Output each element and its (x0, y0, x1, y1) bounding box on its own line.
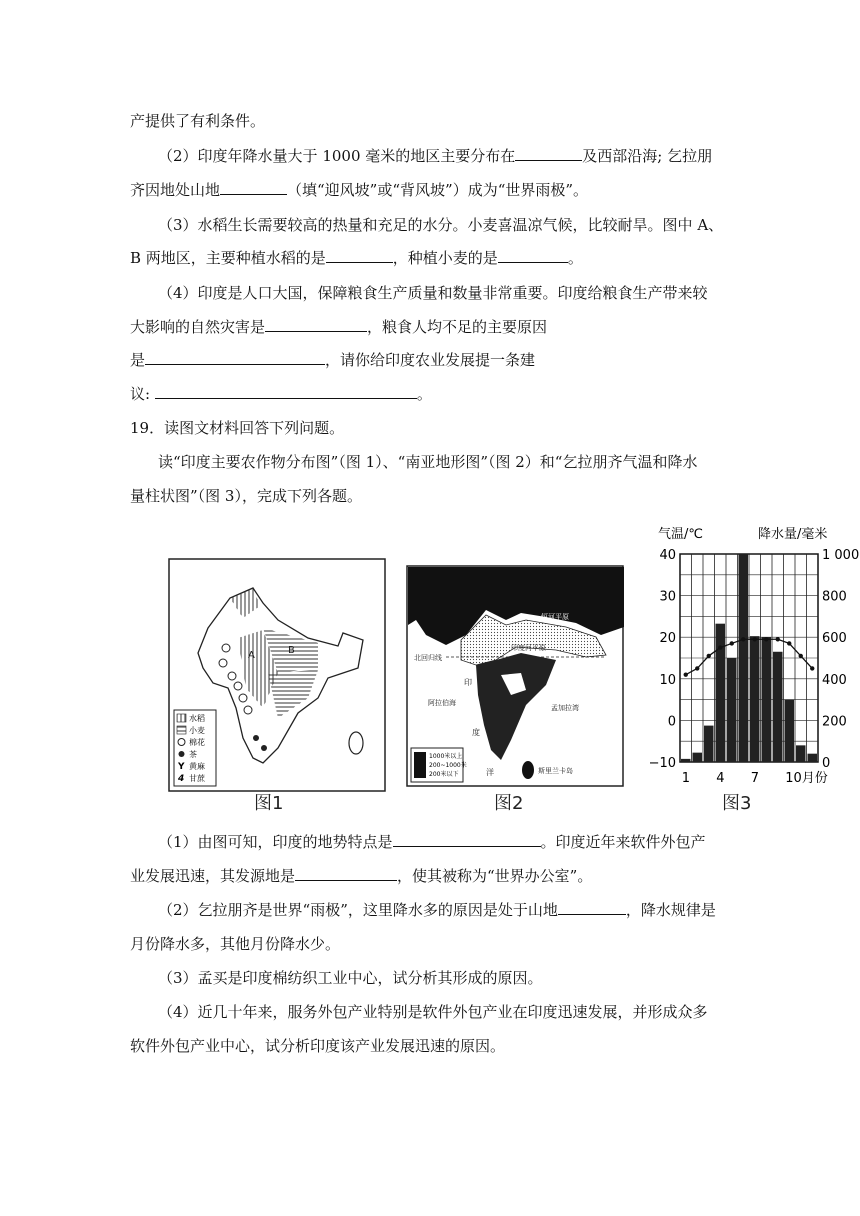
fig1-crop-map (168, 558, 386, 792)
temp-point (787, 641, 791, 645)
temp-point (707, 654, 711, 658)
right-tick-label: 200 (822, 714, 847, 730)
label-bay-of-bengal: 孟加拉湾 (551, 704, 579, 712)
label-du: 度 (472, 728, 480, 737)
fig2-legend (411, 748, 467, 782)
text: ，请你给印度农业发展提一条建 (325, 351, 536, 369)
material-intro (158, 452, 697, 472)
fig2-caption: 图2 (494, 793, 524, 814)
label-b: B (288, 645, 295, 656)
text-line-7 (130, 317, 547, 337)
answer-blank[interactable] (498, 248, 568, 263)
left-tick-label: −10 (648, 756, 676, 771)
fig1-caption: 图1 (254, 793, 284, 814)
text-line-1 (130, 111, 265, 131)
question-19-heading (130, 418, 344, 438)
text-line-5 (130, 248, 583, 268)
temp-point (753, 637, 757, 641)
text-line-8 (130, 350, 535, 370)
text: （2）乞拉朋齐是世界“雨极”，这里降水多的原因是处于山地 (158, 901, 558, 919)
text: 月份降水多，其他月份降水少。 (130, 935, 341, 953)
text: （1）由图可知，印度的地势特点是 (158, 833, 393, 851)
text: ，降水规律是 (625, 901, 716, 919)
text: ，使其被称为“世界办公室”。 (397, 867, 593, 885)
text-line-3 (130, 180, 588, 200)
legend-jute: 黄麻 (189, 762, 205, 771)
text-line-9 (130, 384, 432, 404)
text: （4）印度是人口大国，保障粮食生产质量和数量非常重要。印度给粮食生产带来较 (158, 284, 708, 302)
text-line-14 (130, 866, 592, 886)
x-tick-label: 1 (681, 771, 691, 786)
answer-blank[interactable] (326, 248, 393, 263)
left-tick-label: 20 (659, 631, 676, 647)
text: （3）水稻生长需要较高的热量和充足的水分。小麦喜温凉气候，比较耐旱。图中 A、 (158, 216, 724, 234)
text: 。 (567, 249, 583, 267)
text: 。印度近年来软件外包产 (540, 833, 706, 851)
right-tick-label: 1 000 (822, 548, 860, 563)
text: （2）印度年降水量大于 1000 毫米的地区主要分布在 (158, 147, 516, 165)
fig3-climate-chart (648, 522, 860, 790)
text: 大影响的自然灾害是 (130, 318, 266, 336)
precip-bar (773, 652, 783, 762)
text: （3）孟买是印度棉纺织工业中心，试分析其形成的原因。 (158, 969, 543, 987)
text: 产提供了有利条件。 (130, 112, 266, 130)
text-line-16 (130, 934, 340, 954)
answer-blank[interactable] (558, 900, 626, 915)
question-19-4 (158, 1002, 708, 1022)
label-yang: 洋 (486, 768, 494, 777)
question-4 (158, 283, 708, 303)
label-yin: 印 (464, 678, 472, 687)
temp-point (718, 645, 722, 649)
fig3-caption: 图3 (722, 793, 752, 814)
precip-bar (727, 658, 737, 762)
temp-point (776, 637, 780, 641)
text-line-19 (130, 1036, 505, 1056)
question-3 (158, 215, 723, 235)
answer-blank[interactable] (155, 384, 417, 399)
precip-bar (750, 636, 760, 762)
label-ganges-plain: 恒河平原 (541, 613, 569, 621)
question-19-3 (158, 968, 543, 988)
answer-blank[interactable] (145, 350, 325, 365)
text: 。 (416, 385, 432, 403)
precip-bar (739, 554, 749, 762)
question-19-2 (158, 900, 716, 920)
legend-tea: 茶 (189, 750, 197, 759)
left-tick-label: 40 (659, 548, 676, 563)
temp-point (695, 666, 699, 670)
text: 业发展迅速，其发源地是 (130, 867, 296, 885)
right-axis-title: 降水量/毫米 (758, 527, 828, 542)
temp-point (741, 637, 745, 641)
label-tropic: 北回归线 (414, 654, 442, 662)
legend-below-200: 200米以下 (429, 771, 459, 778)
text: 量柱状图”（图 3），完成下列各题。 (130, 487, 362, 505)
answer-blank[interactable] (295, 866, 397, 881)
text: 是 (130, 351, 146, 369)
legend-200-1000: 200~1000米 (429, 762, 467, 769)
legend-rice: 水稻 (189, 714, 205, 723)
text: （填“迎风坡”或“背风坡”）成为“世界雨极”。 (287, 181, 589, 199)
x-tick-label: 7 (750, 771, 760, 786)
precip-bar (716, 624, 726, 762)
fig1-legend (174, 710, 216, 786)
temp-point (799, 654, 803, 658)
text: B 两地区，主要种植水稻的是 (130, 249, 326, 267)
text: 及西部沿海; 乞拉朋 (582, 147, 713, 165)
text: 19．读图文材料回答下列问题。 (130, 419, 345, 437)
text: （4）近几十年来，服务外包产业特别是软件外包产业在印度迅速发展，并形成众多 (158, 1003, 708, 1021)
legend-cotton: 棉花 (189, 738, 205, 747)
precip-bar (762, 637, 772, 762)
left-tick-label: 0 (667, 714, 676, 730)
x-tick-label: 4 (716, 771, 725, 786)
answer-blank[interactable] (393, 832, 541, 847)
precip-bar (704, 726, 714, 762)
x-tick-label: 10月份 (785, 771, 828, 786)
temp-point (764, 637, 768, 641)
legend-sugarcane: 甘蔗 (189, 774, 205, 783)
right-tick-label: 400 (822, 672, 847, 688)
left-tick-label: 30 (659, 589, 676, 605)
temp-point (684, 672, 688, 676)
right-tick-label: 600 (822, 631, 847, 647)
right-tick-label: 0 (822, 756, 831, 771)
legend-wheat: 小麦 (189, 726, 205, 735)
legend-above-1000: 1000米以上 (429, 753, 463, 760)
text-line-12 (130, 486, 362, 506)
question-2 (158, 146, 712, 166)
question-19-1 (158, 832, 706, 852)
answer-blank[interactable] (265, 317, 367, 332)
label-sri-lanka: 斯里兰卡岛 (538, 767, 573, 775)
precip-bar (681, 759, 691, 762)
answer-blank[interactable] (515, 146, 582, 161)
text: 齐因地处山地 (130, 181, 221, 199)
text: 议: (130, 385, 155, 403)
left-tick-label: 10 (659, 672, 676, 688)
precip-bar (785, 700, 795, 762)
svg-text:Y: Y (178, 762, 185, 772)
fig2-terrain-map (406, 565, 624, 787)
text: ，粮食人均不足的主要原因 (367, 318, 548, 336)
text: 读“印度主要农作物分布图”（图 1）、“南亚地形图”（图 2）和“乞拉朋齐气温和降水 (158, 453, 698, 471)
text: 软件外包产业中心，试分析印度该产业发展迅速的原因。 (130, 1037, 506, 1055)
temp-point (810, 666, 814, 670)
temp-point (730, 641, 734, 645)
precip-bar (693, 753, 703, 762)
precip-bar (808, 754, 818, 762)
text: ，种植小麦的是 (392, 249, 498, 267)
label-arabian-sea: 阿拉伯海 (428, 699, 456, 707)
precip-bar (796, 745, 806, 762)
answer-blank[interactable] (220, 180, 287, 195)
right-tick-label: 800 (822, 589, 847, 605)
svg-text:4: 4 (178, 774, 185, 784)
label-a: A (248, 650, 255, 661)
label-indus-plain: 印度河平原 (511, 644, 546, 652)
chart-grid (680, 554, 818, 762)
left-axis-title: 气温/℃ (658, 527, 703, 542)
